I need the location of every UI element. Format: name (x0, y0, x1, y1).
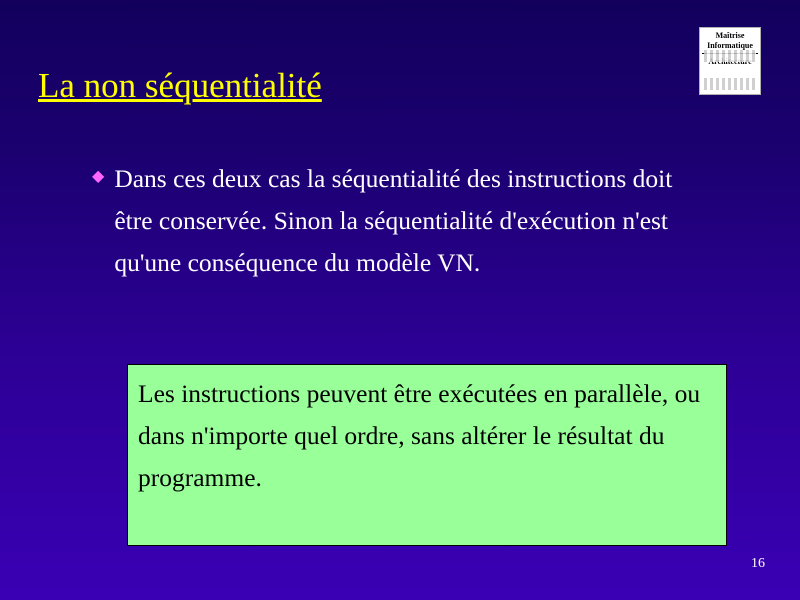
logo-line-maitrise: Maîtrise (715, 31, 745, 40)
institution-logo (699, 27, 761, 95)
logo-stripes-top-icon (704, 50, 756, 62)
bullet-list-item (92, 158, 732, 284)
callout-text: Les instructions peuvent être exécutées en parallèle, ou dans n'importe quel ordre, sans altérer le résultat du programme. (138, 379, 701, 492)
logo-stripes-bottom-icon (704, 78, 756, 90)
logo-line-informatique: Informatique (707, 41, 753, 50)
slide-title: La non séquentialité (38, 66, 322, 105)
page-number: 16 (751, 556, 765, 571)
bullet-item-text: Dans ces deux cas la séquentialité des instructions doit être conservée. Sinon la séquentialité d'exécution n'est qu'une conséquence du modèle VN. (114, 164, 673, 277)
callout-box (127, 364, 727, 546)
diamond-bullet-icon: ◆ (92, 168, 105, 185)
